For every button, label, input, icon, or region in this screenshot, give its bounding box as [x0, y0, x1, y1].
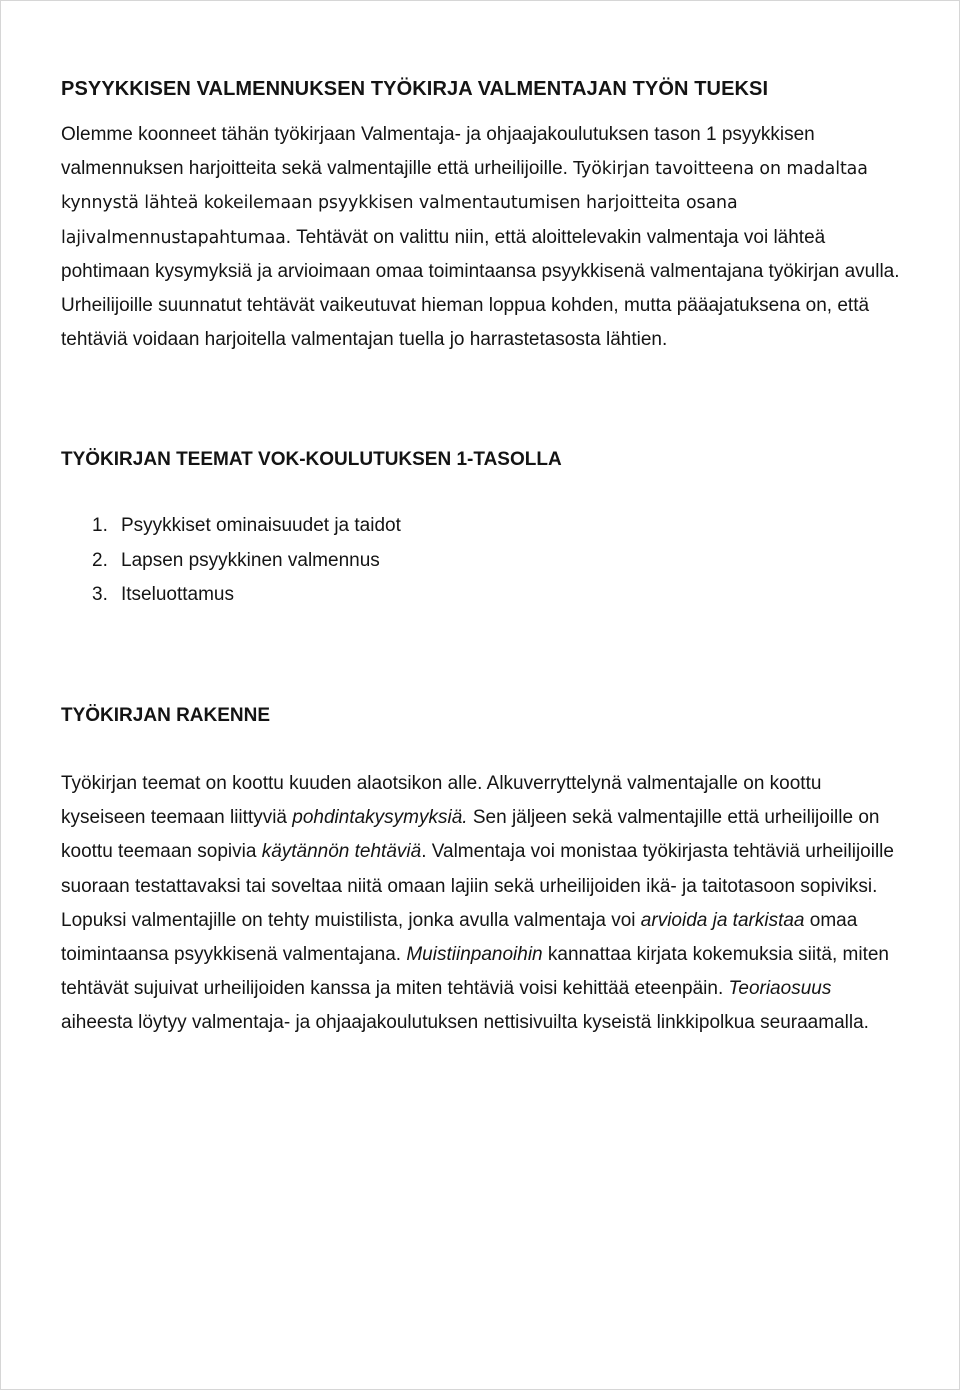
- structure-text-1: Työkirjan teemat on koottu kuuden alaotsikon alle. Alkuverryttelynä valmentajalle on koottu kyseiseen teemaan liittyviä: [61, 772, 822, 829]
- structure-emphasis-1: pohdintakysymyksiä.: [292, 807, 468, 829]
- structure-emphasis-5: Teoriaosuus: [728, 978, 832, 1000]
- structure-text-3: . Valmentaja voi monistaa työkirjasta tehtäviä urheilijoille suoraan testattavaksi tai soveltaa niitä omaan lajiin sekä urheilijoiden ikä- ja taitotasoon sopiviksi. Lopuksi valmentajille on tehty muistilista, jonka avulla valmentaja voi: [61, 841, 894, 931]
- list-item-label: Psyykkiset ominaisuudet ja taidot: [121, 515, 401, 537]
- structure-heading: TYÖKIRJAN RAKENNE: [61, 704, 271, 726]
- list-item-number: 2.: [92, 549, 108, 571]
- intro-text-part-3: Tehtävät on valittu niin, että aloittelevakin valmentaja voi lähteä pohtimaan kysymyksiä ja arvioimaan omaa toimintaansa psyykkisenä valmentajana työkirjan avulla.: [61, 226, 900, 282]
- structure-text-5: kannattaa kirjata kokemuksia siitä, miten tehtävät sujuivat urheilijoiden kanssa ja miten tehtäviä voisi kehittää eteenpäin.: [61, 943, 889, 1000]
- structure-emphasis-2: käytännön tehtäviä: [261, 841, 422, 863]
- list-item-number: 1.: [92, 515, 108, 537]
- list-item-number: 3.: [92, 584, 108, 606]
- structure-text-2: Sen jäljeen sekä valmentajille että urheilijoille on koottu teemaan sopivia: [61, 807, 880, 863]
- intro-paragraph: [61, 118, 906, 357]
- list-item: [92, 509, 906, 544]
- structure-emphasis-4: Muistiinpanoihin: [406, 943, 543, 965]
- structure-emphasis-3: arvioida ja tarkistaa: [640, 909, 805, 931]
- structure-text-6: aiheesta löytyy valmentaja- ja ohjaajakoulutuksen nettisivuilta kyseistä linkkipolkua seuraamalla.: [61, 1012, 869, 1034]
- structure-text-4: omaa toimintaansa psyykkisenä valmentajana.: [61, 909, 858, 965]
- themes-heading: TYÖKIRJAN TEEMAT VOK-KOULUTUKSEN 1-TASOLLA: [61, 449, 562, 471]
- themes-list: [61, 509, 906, 613]
- intro-text-part-2: Työkirjan tavoitteena on madaltaa kynnystä lähteä kokeilemaan psyykkisen valmentautumisen harjoitteita osana lajivalmennustapahtumaa.: [61, 159, 868, 248]
- list-item: [92, 578, 906, 613]
- document-content: [61, 67, 906, 1041]
- intro-text-part-4: Urheilijoille suunnatut tehtävät vaikeutuvat hieman loppua kohden, mutta pääajatuksena on, että tehtäviä voidaan harjoitella valmentajan tuella jo harrastetasosta lähtien.: [61, 295, 870, 351]
- intro-text-part-1: Olemme koonneet tähän työkirjaan Valmentaja- ja ohjaajakoulutuksen tason 1 psyykkisen valmennuksen harjoitteita sekä valmentajille että urheilijoille.: [61, 124, 815, 180]
- structure-paragraph: [61, 767, 906, 1041]
- list-item-label: Lapsen psyykkinen valmennus: [121, 549, 380, 571]
- document-title: PSYYKKISEN VALMENNUKSEN TYÖKIRJA VALMENTAJAN TYÖN TUEKSI: [61, 78, 769, 100]
- list-item: [92, 544, 906, 579]
- list-item-label: Itseluottamus: [121, 584, 234, 606]
